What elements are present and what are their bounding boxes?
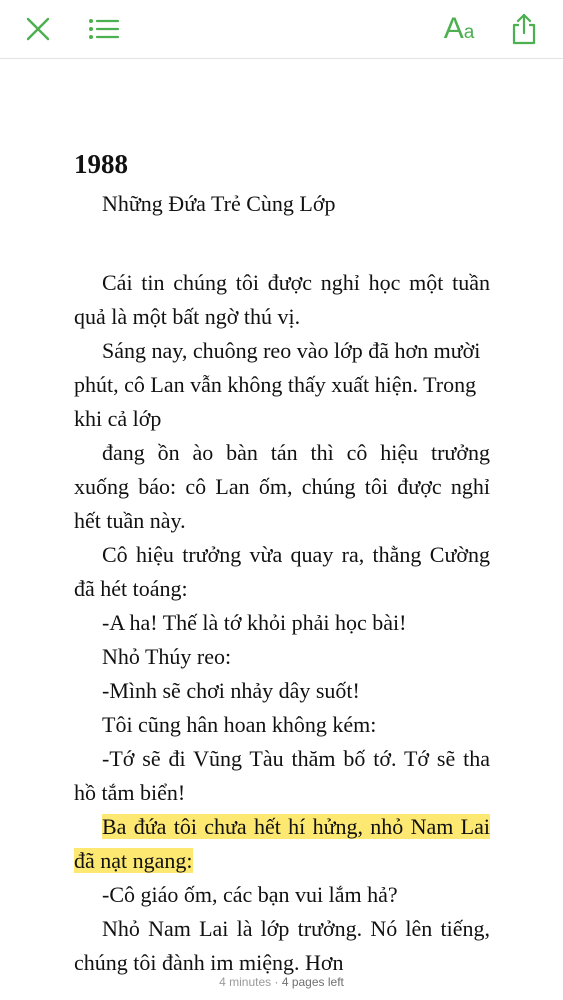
font-settings-button[interactable] — [436, 10, 482, 48]
paragraph: -Cô giáo ốm, các bạn vui lắm hả? — [102, 882, 398, 907]
chapter-subtitle: Những Đứa Trẻ Cùng Lớp — [102, 191, 336, 216]
share-icon — [511, 13, 537, 45]
pages-left: 4 pages left — [281, 975, 344, 989]
reading-progress — [0, 975, 563, 989]
close-button[interactable] — [18, 10, 58, 48]
table-of-contents-button[interactable] — [84, 10, 124, 48]
spacer — [74, 220, 490, 266]
paragraph: Tôi cũng hân hoan không kém: — [102, 712, 377, 737]
paragraph: Cái tin chúng tôi được nghỉ học một tuần quả là một bất ngờ thú vị. — [74, 270, 490, 329]
paragraph: -Tớ sẽ đi Vũng Tàu thăm bố tớ. Tớ sẽ tha hồ tắm biển! — [74, 746, 490, 805]
paragraph: Nhỏ Thúy reo: — [102, 644, 232, 669]
close-icon — [25, 16, 51, 42]
text-highlight[interactable]: Ba đứa tôi chưa hết hí hửng, nhỏ Nam Lai đã nạt ngang: — [74, 814, 490, 873]
share-button[interactable] — [504, 10, 544, 48]
reader-toolbar — [0, 0, 563, 59]
paragraph: -Mình sẽ chơi nhảy dây suốt! — [102, 678, 360, 703]
paragraph: Sáng nay, chuông reo vào lớp đã hơn mười phút, cô Lan vẫn không thấy xuất hiện. Trong khi cả lớp — [74, 338, 481, 431]
list-icon — [88, 17, 120, 41]
highlighted-paragraph[interactable] — [74, 810, 490, 878]
font-label-small: a — [463, 22, 475, 43]
paragraph: -A ha! Thế là tớ khỏi phải học bài! — [102, 610, 407, 635]
paragraph: Nhỏ Nam Lai là lớp trưởng. Nó lên tiếng, chúng tôi đành im miệng. Hơn — [74, 916, 490, 975]
chapter-title: 1988 — [74, 149, 128, 179]
font-size-icon — [444, 14, 475, 44]
footer-separator: · — [271, 975, 282, 989]
time-left: 4 minutes — [219, 975, 272, 989]
paragraph: Cô hiệu trưởng vừa quay ra, thằng Cường đã hét toáng: — [74, 542, 490, 601]
paragraph: đang ồn ào bàn tán thì cô hiệu trưởng xuống báo: cô Lan ốm, chúng tôi được nghỉ hết tuần này. — [74, 440, 490, 533]
font-label-big: A — [443, 12, 464, 45]
book-page-content — [74, 140, 490, 980]
